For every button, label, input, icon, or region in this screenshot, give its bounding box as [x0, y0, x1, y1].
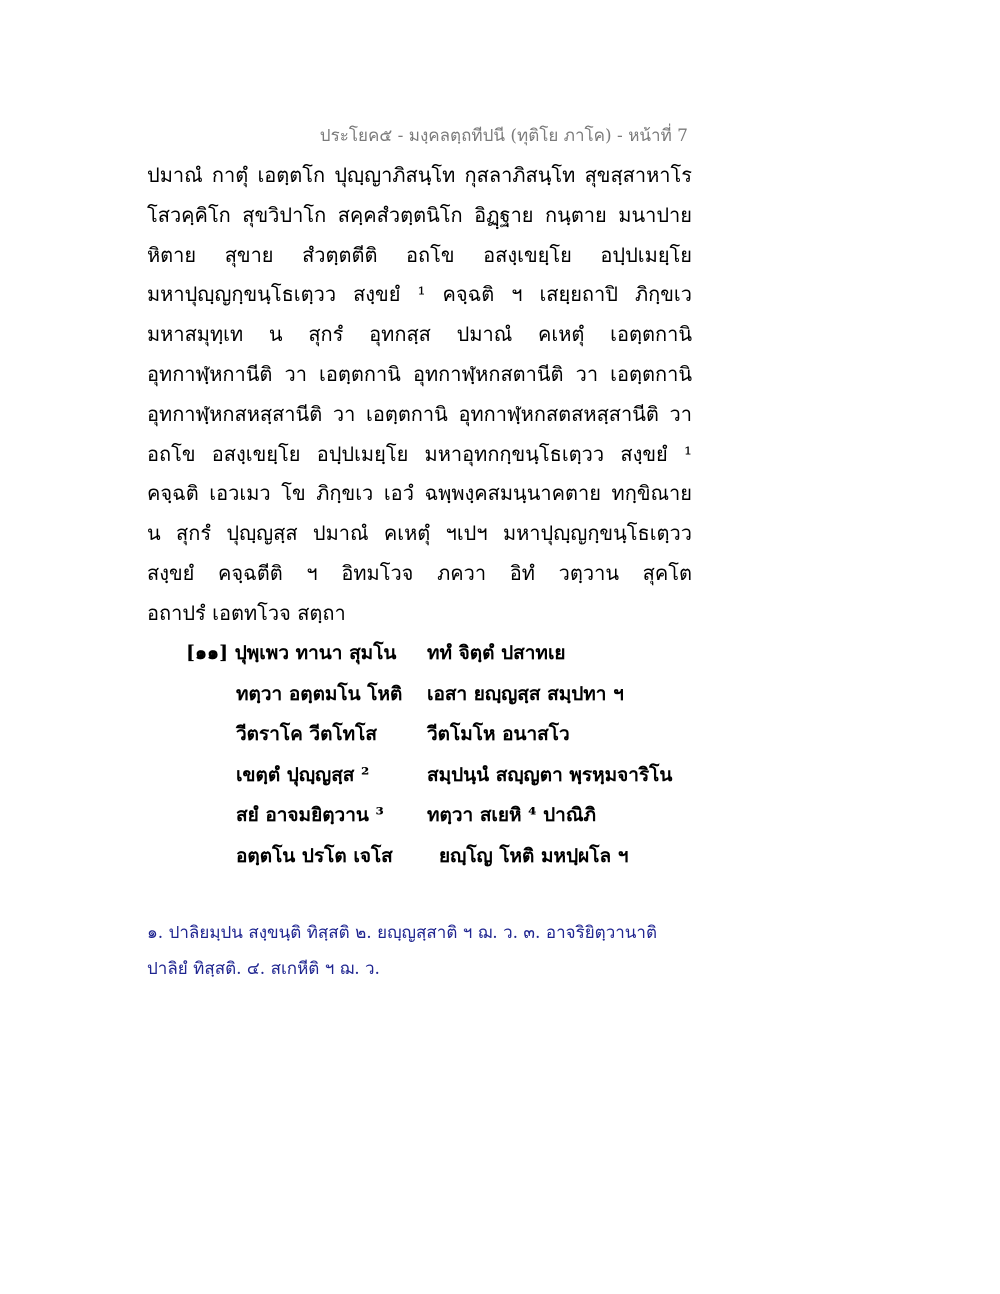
- verse-second-half: ททํ จิตฺตํ ปสาทเย: [427, 642, 566, 664]
- verse-second-half: วีตโมโห อนาสโว: [427, 723, 570, 746]
- verse-first-half: สยํ อาจมยิตฺวาน ³: [236, 804, 384, 827]
- page-header: ประโยค๕ - มงฺคลตฺถทีปนี (ทุติโย ภาโค) - หน้าที่ 7: [319, 126, 688, 146]
- body-line: มหาสมุทฺเท น สุกรํ อุทกสฺส ปมาณํ คเหตุํ เอตฺตกานิ: [147, 322, 692, 347]
- footnotes: [147, 915, 707, 987]
- body-line: อถโข อสงฺเขยฺโย อปฺปเมยฺโย มหาอุทกกฺขนฺโธเตฺวว สงฺขยํ ¹: [147, 441, 692, 466]
- body-line: อุทกาฬฺหกานีติ วา เอตฺตกานิ อุทกาฬฺหกสตานีติ วา เอตฺตกานิ: [147, 361, 692, 386]
- verse-first-half: เขตฺตํ ปุญฺญสฺส ²: [236, 763, 370, 786]
- body-line: อถาปรํ เอตทโวจ สตฺถา: [147, 600, 346, 625]
- verse-block: [186, 633, 706, 877]
- verse-second-half: สมฺปนฺนํ สญฺญตา พฺรหฺมจาริโน: [427, 763, 673, 786]
- verse-first-half: ทตฺวา อตฺตมโน โหติ: [236, 682, 403, 705]
- verse-row: [186, 836, 706, 877]
- verse-first-half: วีตราโค วีตโทโส: [236, 723, 377, 746]
- verse-second-half: ยญฺโญ โหติ มหปฺผโล ฯ: [439, 844, 629, 867]
- body-line: สงฺขยํ คจฺฉตีติ ฯ อิทมโวจ ภควา อิทํ วตฺวาน สุคโต: [147, 560, 692, 585]
- verse-row: [186, 714, 706, 755]
- body-line: น สุกรํ ปุญฺญสฺส ปมาณํ คเหตุํ ฯเปฯ มหาปุญฺญกฺขนฺโธเตฺวว: [147, 521, 692, 546]
- body-line: หิตาย สุขาย สํวตฺตตีติ อถโข อสงฺเขยฺโย อปฺปเมยฺโย: [147, 242, 692, 267]
- verse-first-half: อตฺตโน ปรโต เจโส: [236, 844, 393, 867]
- verse-second-half: เอสา ยญฺญสฺส สมฺปทา ฯ: [427, 682, 624, 705]
- verse-row: [186, 755, 706, 796]
- footnote-line: ๑. ปาลิยมฺปน สงฺขนฺติ ทิสฺสติ ๒. ยญฺญสฺสาติ ฯ ฌ. ว. ๓. อาจริยิตฺวานาติ: [147, 923, 657, 943]
- body-text: [147, 156, 692, 634]
- body-line: คจฺฉติ เอวเมว โข ภิกฺขเว เอวํ ฉพฺพงฺคสมนฺนาคตาย ทกฺขิณาย: [147, 481, 692, 506]
- body-line: มหาปุญฺญกฺขนฺโธเตฺวว สงฺขยํ ¹ คจฺฉติ ฯ เสยฺยถาปิ ภิกฺขเว: [147, 282, 692, 307]
- verse-second-half: ทตฺวา สเยหิ ⁴ ปาณิภิ: [427, 804, 596, 827]
- body-line: อุทกาฬฺหกสหสฺสานีติ วา เอตฺตกานิ อุทกาฬฺหกสตสหสฺสานีติ วา: [147, 401, 692, 426]
- verse-first-half: [๑๑] ปุพฺเพว ทานา สุมโน: [186, 642, 397, 664]
- body-line: โสวคฺคิโก สุขวิปาโก สคฺคสํวตฺตนิโก อิฏฺฐาย กนฺตาย มนาปาย: [147, 202, 692, 227]
- verse-row: [186, 633, 706, 674]
- verse-row: [186, 674, 706, 715]
- verse-row: [186, 795, 706, 836]
- body-line: ปมาณํ กาตุํ เอตฺตโก ปุญฺญาภิสนฺโท กุสลาภิสนฺโท สุขสฺสาหาโร: [147, 163, 692, 187]
- footnote-line: ปาลิยํ ทิสฺสติ. ๔. สเกหีติ ฯ ฌ. ว.: [147, 959, 380, 979]
